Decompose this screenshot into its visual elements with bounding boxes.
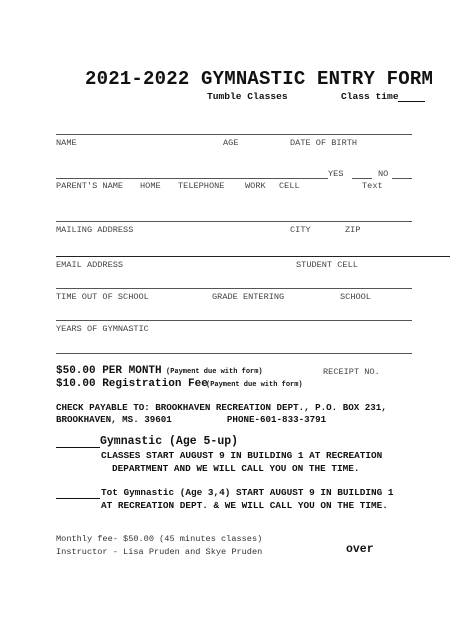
class1-line2: DEPARTMENT AND WE WILL CALL YOU ON THE TIME. bbox=[112, 463, 360, 474]
dob-label: DATE OF BIRTH bbox=[290, 138, 358, 148]
text-label: Text bbox=[362, 181, 383, 191]
student-cell-label: STUDENT CELL bbox=[296, 260, 358, 270]
parent-name-label: PARENT'S NAME bbox=[56, 181, 124, 191]
yes-field[interactable] bbox=[352, 178, 372, 179]
class2-line1: Tot Gymnastic (Age 3,4) START AUGUST 9 IN BUILDING 1 bbox=[101, 487, 394, 498]
no-label: NO bbox=[378, 169, 389, 179]
class1-checkbox-line[interactable] bbox=[56, 447, 100, 448]
monthly-fee-amount: $50.00 PER MONTH bbox=[56, 365, 162, 377]
time-out-label: TIME OUT OF SCHOOL bbox=[56, 292, 149, 302]
check-payable-line2: BROOKHAVEN, MS. 39601 PHONE-601-833-3791 bbox=[56, 414, 327, 425]
years-label: YEARS OF GYMNASTIC bbox=[56, 324, 149, 334]
monthly-fee-note: (Payment due with form) bbox=[166, 368, 263, 376]
no-field[interactable] bbox=[392, 178, 412, 179]
email-label: EMAIL ADDRESS bbox=[56, 260, 124, 270]
mailing-line[interactable] bbox=[56, 221, 412, 222]
instructor-footer: Instructor - Lisa Pruden and Skye Pruden bbox=[56, 547, 263, 557]
over-label: over bbox=[346, 543, 374, 556]
yes-label: YES bbox=[328, 169, 344, 179]
subtitle: Tumble Classes bbox=[207, 91, 288, 102]
email-line[interactable] bbox=[56, 256, 450, 257]
work-label: WORK bbox=[245, 181, 266, 191]
class2-line2: AT RECREATION DEPT. & WE WILL CALL YOU ON THE TIME. bbox=[101, 500, 388, 511]
class1-name: Gymnastic (Age 5-up) bbox=[100, 435, 239, 448]
school-line[interactable] bbox=[56, 288, 412, 289]
school-label: SCHOOL bbox=[340, 292, 371, 302]
monthly-fee-footer: Monthly fee- $50.00 (45 minutes classes) bbox=[56, 534, 263, 544]
check-payable-line1: CHECK PAYABLE TO: BROOKHAVEN RECREATION DEPT., P.O. BOX 231, bbox=[56, 402, 387, 413]
mailing-address-label: MAILING ADDRESS bbox=[56, 225, 134, 235]
class2-checkbox-line[interactable] bbox=[56, 498, 100, 499]
name-label: NAME bbox=[56, 138, 77, 148]
grade-label: GRADE ENTERING bbox=[212, 292, 285, 302]
class1-line1: CLASSES START AUGUST 9 IN BUILDING 1 AT RECREATION bbox=[101, 450, 383, 461]
years-line[interactable] bbox=[56, 320, 412, 321]
registration-fee-amount: $10.00 Registration Fee bbox=[56, 378, 208, 390]
parent-line[interactable] bbox=[56, 178, 328, 179]
receipt-label: RECEIPT NO. bbox=[323, 367, 380, 377]
city-label: CITY bbox=[290, 225, 311, 235]
registration-fee-note: (Payment due with form) bbox=[206, 381, 303, 389]
zip-label: ZIP bbox=[345, 225, 361, 235]
class-time-field[interactable] bbox=[398, 101, 425, 102]
home-label: HOME bbox=[140, 181, 161, 191]
age-label: AGE bbox=[223, 138, 239, 148]
class-time-label: Class time bbox=[341, 91, 399, 102]
form-title: 2021-2022 GYMNASTIC ENTRY FORM bbox=[85, 68, 434, 90]
cell-label: CELL bbox=[279, 181, 300, 191]
name-line[interactable] bbox=[56, 134, 412, 135]
telephone-label: TELEPHONE bbox=[178, 181, 225, 191]
extra-line[interactable] bbox=[56, 353, 412, 354]
